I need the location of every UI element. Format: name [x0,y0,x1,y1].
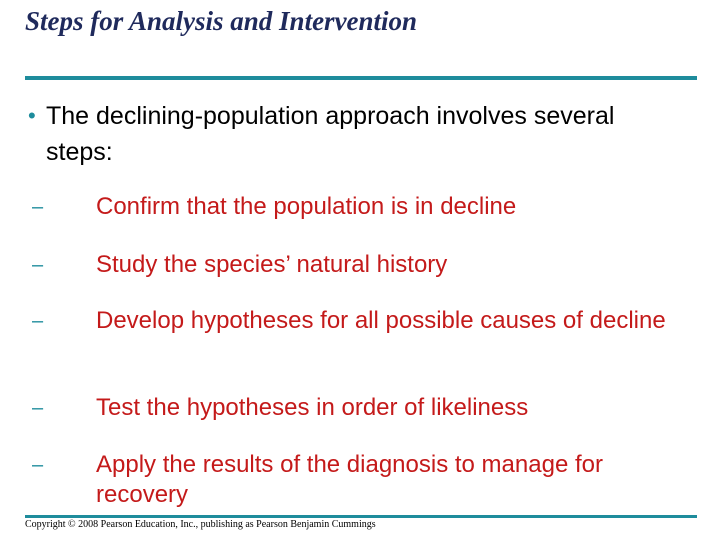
dash-icon: – [32,254,44,276]
slide-title: Steps for Analysis and Intervention [25,6,418,36]
step-text: Confirm that the population is in decline [96,193,517,220]
step-text: Study the species’ natural history [96,251,448,278]
dash-icon: – [32,310,44,332]
dash-icon: – [32,454,44,476]
step-text: Apply the results of the diagnosis to manage for recovery [96,451,603,508]
step-text: Develop hypotheses for all possible causes of decline [96,307,666,334]
main-bullet-text: The declining-population approach involves several steps: [46,102,615,166]
dash-icon: – [32,397,44,419]
title-divider [25,76,697,80]
dash-icon: – [32,196,44,218]
step-text: Test the hypotheses in order of likeliness [96,394,529,421]
footer-divider [25,515,697,518]
copyright-footer: Copyright © 2008 Pearson Education, Inc., publishing as Pearson Benjamin Cummings [25,519,376,530]
bullet-icon: • [28,103,36,128]
